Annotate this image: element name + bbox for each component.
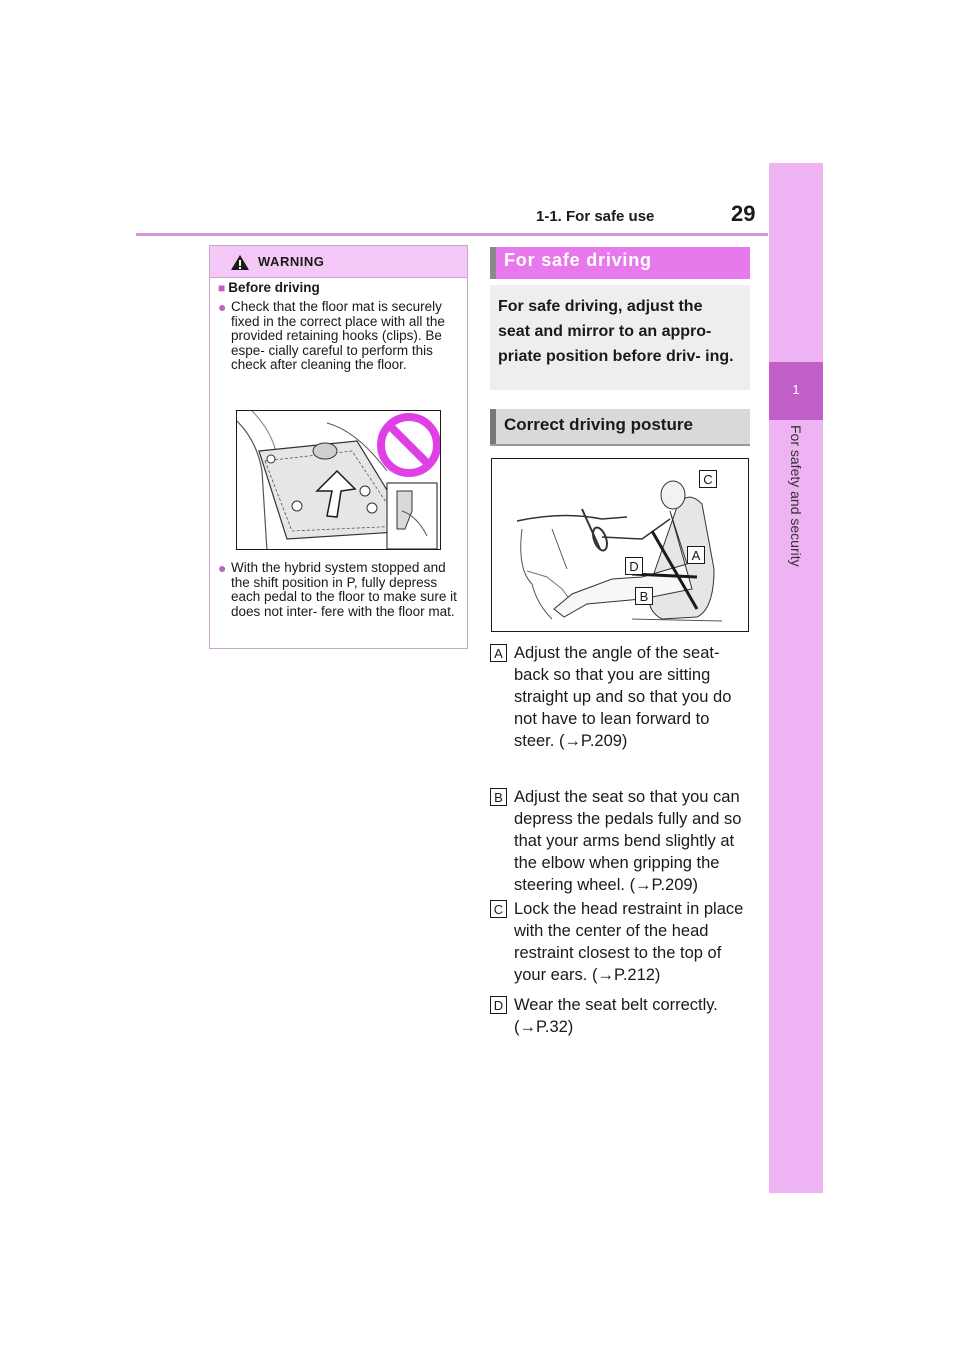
posture-step: C Lock the head restraint in place with the center of the head restraint closest to the top of your ears. (→P.212) [490,898,750,986]
warning-bullet: ● With the hybrid system stopped and the shift position in P, fully depress each pedal to the floor to make sure it does not inter- fere with the floor mat. [218,560,457,619]
figure-label-b: B [635,587,653,605]
floor-mat-illustration [236,410,441,550]
page-number: 29 [731,201,756,226]
section-heading: For safe driving [504,250,652,270]
warning-subheading: ■ Before driving [218,280,320,295]
warning-box [209,245,468,649]
subsection-underline [490,444,750,446]
warning-title: WARNING [258,254,325,269]
subsection-heading: Correct driving posture [504,415,693,434]
step-label: B [490,788,507,806]
step-label: D [490,996,507,1014]
posture-step: D Wear the seat belt correctly. (→P.32) [490,994,750,1038]
bullet-icon: ● [218,299,227,315]
figure-label-c: C [699,470,717,488]
warning-header [210,246,467,278]
header-divider [136,233,768,236]
figure-label-d: D [625,557,643,575]
square-bullet-icon: ■ [218,281,226,295]
figure-label-a: A [687,546,705,564]
chapter-number: 1 [792,382,800,397]
driving-posture-illustration [491,458,749,632]
warning-bullet: ● Check that the floor mat is securely fixed in the correct place with all the provided retaining hooks (clips). Be espe- cially careful to perform this check after cleaning the floor. [218,299,445,372]
section-title: 1-1. For safe use [536,208,655,225]
intro-text: For safe driving, adjust the seat and mirror to an appro- priate position before driv- ing. [498,298,734,365]
posture-step: B Adjust the seat so that you can depress the pedals fully and so that your arms bend slightly at the elbow when gripping the steering wheel. (→P.209) [490,786,750,896]
bullet-icon: ● [218,560,227,576]
posture-step: A Adjust the angle of the seat- back so that you are sitting straight up and so that you do not have to lean forward to steer. (→P.209) [490,642,750,752]
step-label: A [490,644,507,662]
chapter-tab [769,163,823,1193]
chapter-label: For safety and security [788,425,804,567]
warning-icon [230,254,250,271]
step-label: C [490,900,507,918]
